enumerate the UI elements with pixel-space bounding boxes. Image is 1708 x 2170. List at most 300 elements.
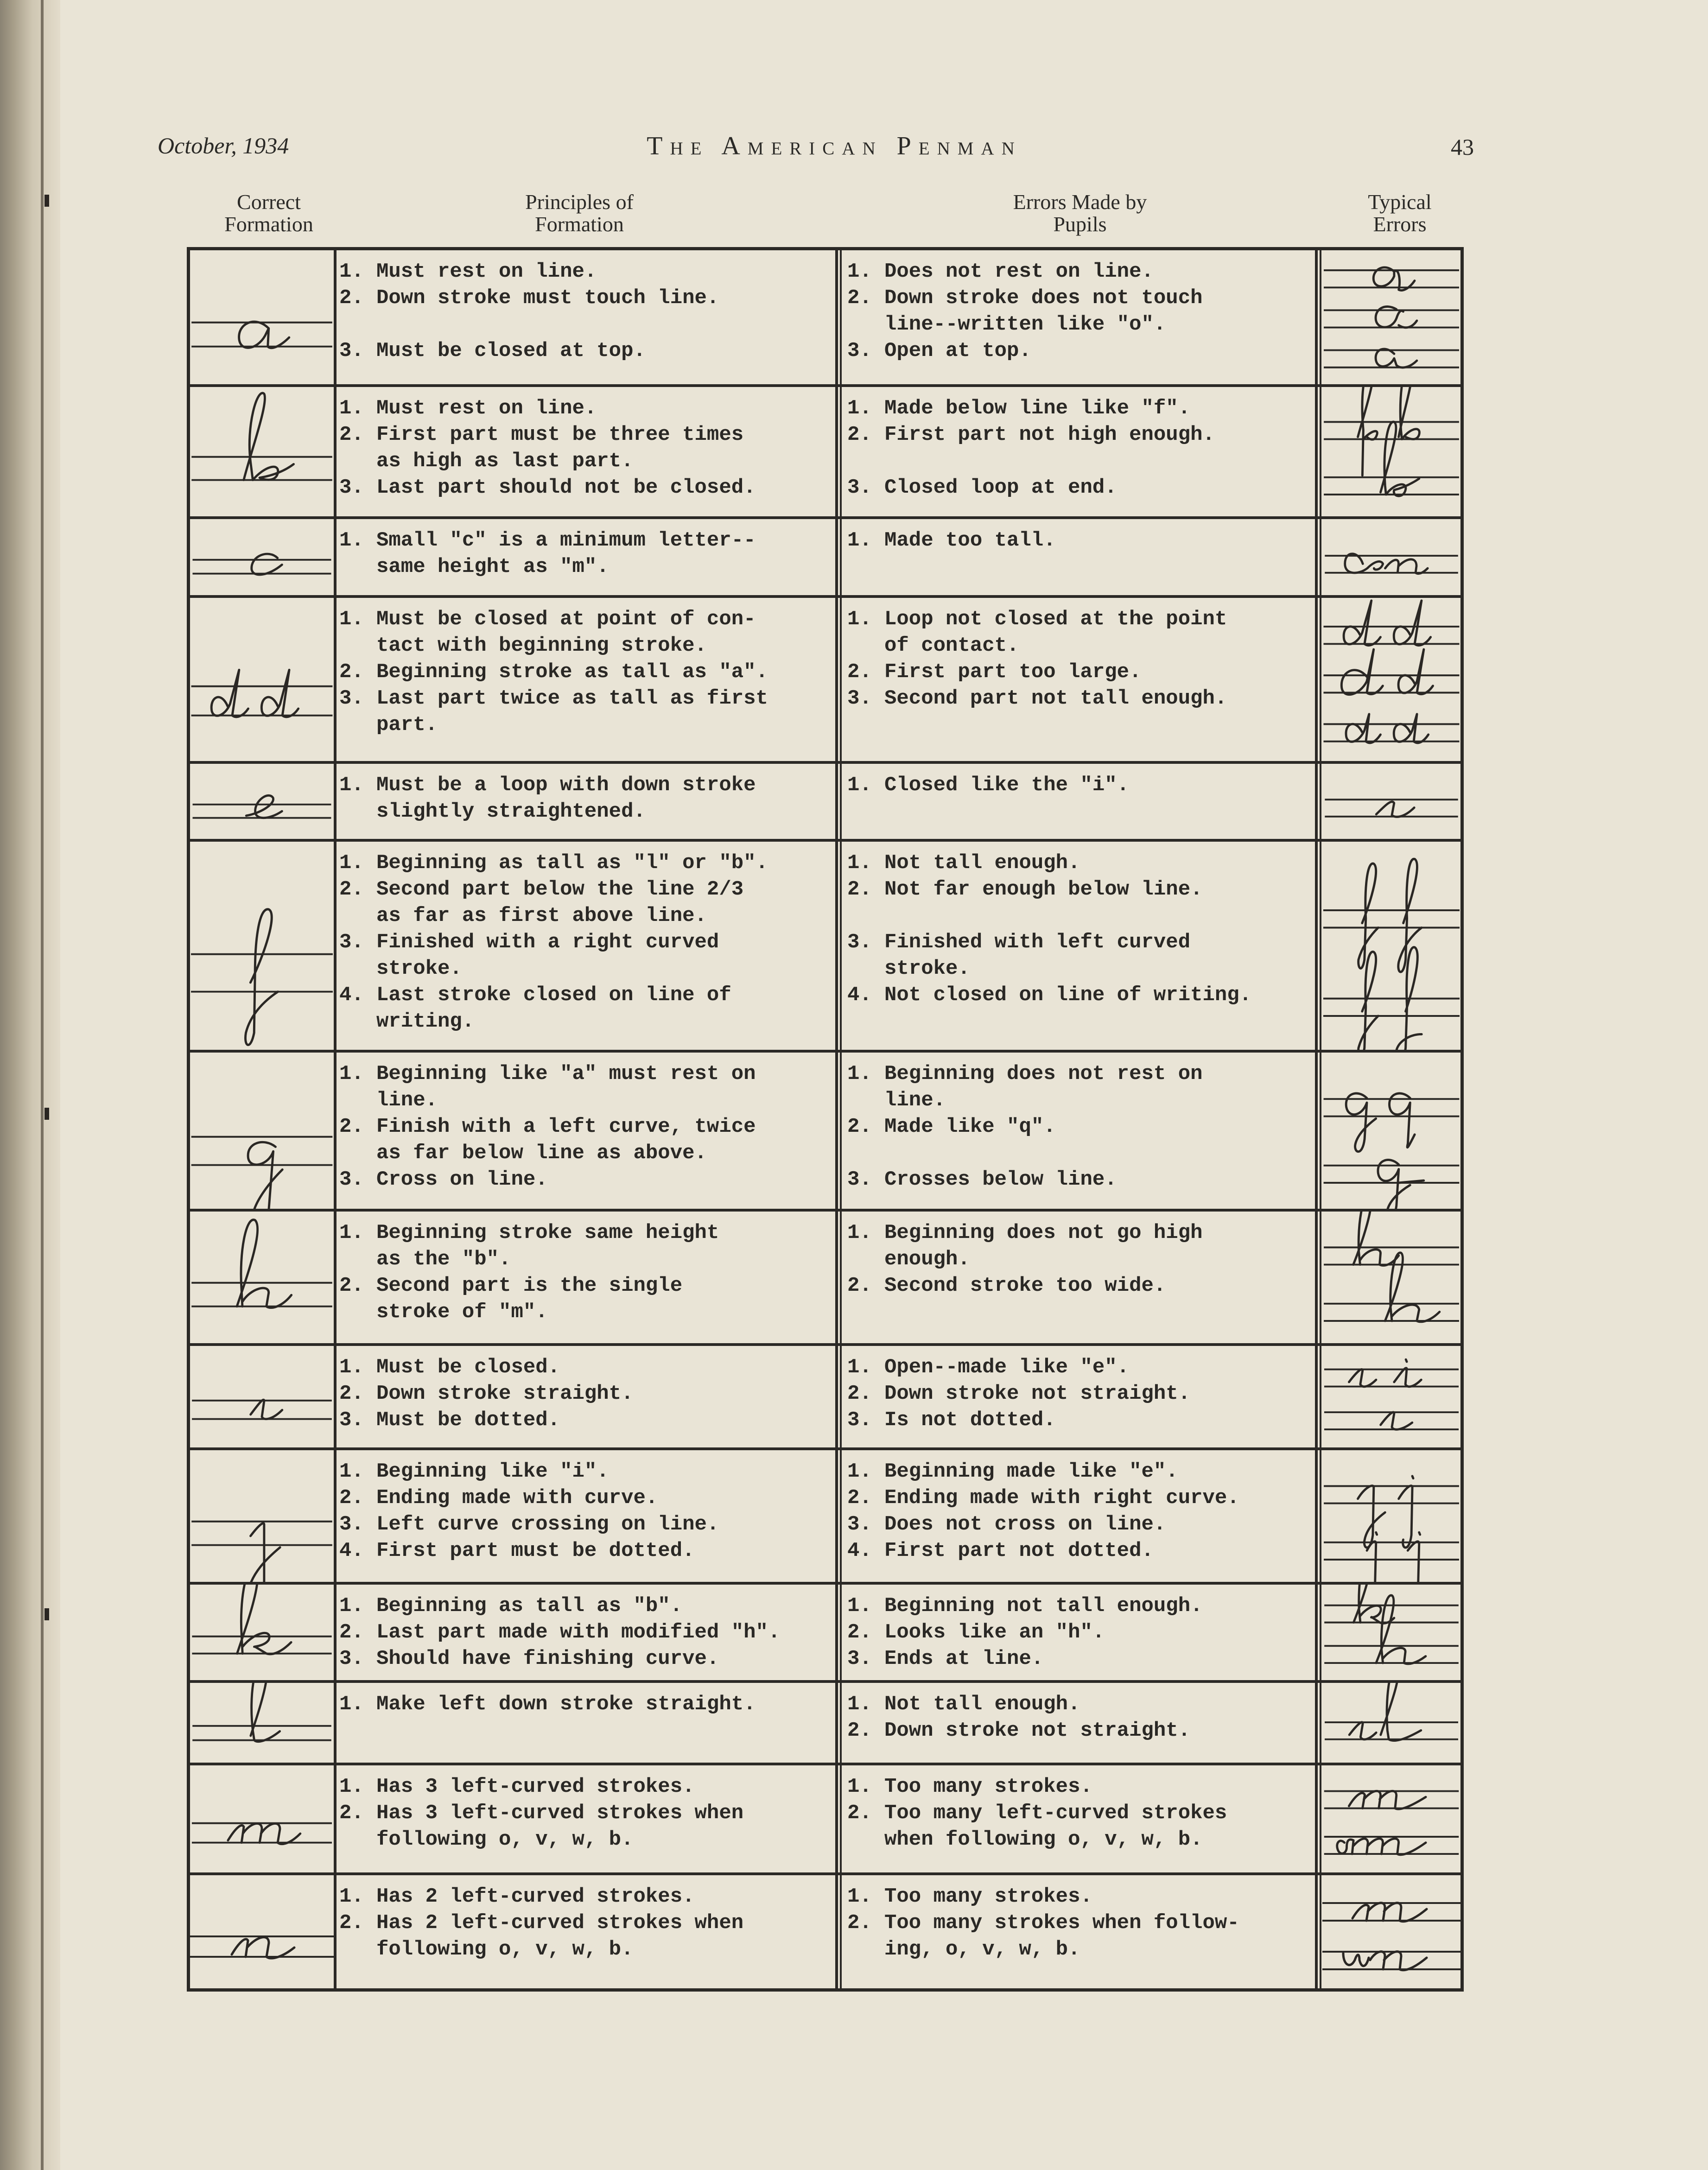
- correct-formation-letter-l: [190, 1683, 334, 1763]
- item-text: First part must be three times: [376, 423, 744, 446]
- errors-cell: [847, 250, 1311, 384]
- item-text: Last part twice as tall as first: [376, 687, 768, 710]
- table-row: [190, 1585, 1460, 1683]
- list-item: [847, 606, 1311, 633]
- correct-formation-letter-g: [190, 1053, 334, 1209]
- typical-error-sample: [1322, 1053, 1460, 1209]
- list-item: [847, 1459, 1311, 1485]
- error-stroke: [1345, 554, 1428, 574]
- item-text: Finish with a left curve, twice: [376, 1115, 756, 1138]
- principles-cell: [339, 1683, 831, 1763]
- list-item: [339, 903, 831, 929]
- errors-cell: [847, 598, 1311, 761]
- item-number: 3.: [339, 687, 364, 710]
- table-row: [190, 1346, 1460, 1450]
- list-item: [339, 633, 831, 659]
- item-text: Open--made like "e".: [884, 1356, 1130, 1379]
- letter-stroke: [237, 1585, 292, 1654]
- error-stroke: [1349, 1683, 1421, 1741]
- item-text: Not far enough below line.: [884, 878, 1203, 901]
- item-text: Last part made with modified "h".: [376, 1621, 781, 1644]
- item-text: Beginning like "i".: [376, 1460, 609, 1483]
- list-item: [847, 982, 1311, 1009]
- list-item: [847, 285, 1311, 311]
- typical-error-sample: [1322, 1683, 1460, 1763]
- item-number: 3.: [339, 1168, 364, 1191]
- item-number: 2.: [339, 1274, 364, 1297]
- script-letter-a: [190, 250, 334, 384]
- list-item: [847, 475, 1311, 501]
- item-text: Beginning does not go high: [884, 1221, 1203, 1244]
- principles-cell: [339, 1212, 831, 1343]
- errors-cell: [847, 519, 1311, 595]
- item-text: Not closed on line of writing.: [884, 983, 1252, 1007]
- principles-cell: [339, 1585, 831, 1680]
- item-number: 2.: [847, 1382, 872, 1405]
- item-text: Beginning like "a" must rest on: [376, 1062, 756, 1085]
- item-number: 1.: [847, 1221, 872, 1244]
- item-number: 3.: [339, 1409, 364, 1432]
- issue-date: October, 1934: [158, 133, 289, 159]
- errors-cell: [847, 1875, 1311, 1989]
- list-item: [339, 982, 831, 1009]
- item-text: as far as first above line.: [376, 904, 707, 927]
- item-text: Is not dotted.: [884, 1409, 1056, 1432]
- item-number: 1.: [847, 1460, 872, 1483]
- item-text: as high as last part.: [376, 450, 634, 473]
- item-text: Second part below the line 2/3: [376, 878, 744, 901]
- item-text: Must rest on line.: [376, 260, 597, 283]
- item-number: 2.: [847, 1274, 872, 1297]
- list-item: [847, 1718, 1311, 1744]
- correct-formation-letter-a: [190, 250, 334, 384]
- item-number: 3.: [847, 687, 872, 710]
- typical-error-sample: [1322, 842, 1460, 1050]
- item-text: as far below line as above.: [376, 1142, 707, 1165]
- item-text: Looks like an "h".: [884, 1621, 1105, 1644]
- item-text: Too many left-curved strokes: [884, 1802, 1227, 1825]
- item-number: 2.: [339, 1382, 364, 1405]
- list-item: [847, 1619, 1311, 1646]
- item-number: 1.: [339, 1221, 364, 1244]
- item-number: 1.: [339, 608, 364, 631]
- errors-cell: [847, 1450, 1311, 1582]
- item-number: 2.: [339, 1621, 364, 1644]
- item-number: 1.: [339, 1885, 364, 1908]
- item-text: Second part not tall enough.: [884, 687, 1227, 710]
- list-item: [339, 1646, 831, 1672]
- list-gap: [847, 903, 1311, 929]
- list-item: [847, 772, 1311, 799]
- correct-formation-letter-f: [190, 842, 334, 1050]
- item-number: 3.: [847, 339, 872, 362]
- script-letter-l: [190, 1683, 334, 1763]
- item-text: Cross on line.: [376, 1168, 548, 1191]
- principles-cell: [339, 1450, 831, 1582]
- item-text: line.: [884, 1089, 946, 1112]
- item-number: 1.: [847, 1775, 872, 1798]
- item-text: Finished with a right curved: [376, 931, 719, 954]
- table-row: [190, 387, 1460, 519]
- item-number: 2.: [847, 1719, 872, 1742]
- list-gap: [339, 311, 831, 338]
- item-number: 3.: [847, 1409, 872, 1432]
- list-item: [847, 338, 1311, 364]
- list-item: [339, 1061, 831, 1087]
- item-number: 2.: [339, 286, 364, 310]
- list-item: [339, 1459, 831, 1485]
- error-stroke: [1353, 1212, 1399, 1265]
- correct-formation-letter-b: [190, 387, 334, 516]
- item-text: Made too tall.: [884, 529, 1056, 552]
- errors-cell: [847, 842, 1311, 1050]
- item-text: Beginning stroke as tall as "a".: [376, 660, 768, 684]
- item-number: 1.: [847, 529, 872, 552]
- item-number: 2.: [847, 1486, 872, 1510]
- list-item: [847, 1884, 1311, 1910]
- letter-stroke: [251, 1683, 280, 1742]
- script-letter-j: [190, 1450, 334, 1582]
- item-number: 1.: [847, 260, 872, 283]
- typical-error-sample: [1322, 1585, 1460, 1680]
- column-header-typical: Typical Errors: [1368, 190, 1432, 236]
- table-row: [190, 1450, 1460, 1585]
- item-number: 2.: [847, 286, 872, 310]
- column-header-correct: Correct Formation: [224, 190, 313, 236]
- item-text: stroke of "m".: [376, 1301, 548, 1324]
- list-item: [847, 633, 1311, 659]
- list-item: [339, 850, 831, 876]
- item-number: 1.: [339, 529, 364, 552]
- item-number: 1.: [339, 1693, 364, 1716]
- list-item: [339, 1114, 831, 1140]
- correct-formation-letter-h: [190, 1212, 334, 1343]
- item-text: Has 2 left-curved strokes.: [376, 1885, 695, 1908]
- column-rule: [1320, 250, 1321, 1988]
- item-text: Beginning not tall enough.: [884, 1594, 1203, 1618]
- item-text: following o, v, w, b.: [376, 1938, 634, 1961]
- typical-errors-i: [1322, 1346, 1460, 1447]
- item-number: 3.: [847, 476, 872, 499]
- item-number: 1.: [339, 774, 364, 797]
- script-letter-k: [190, 1585, 334, 1680]
- item-number: 1.: [339, 1594, 364, 1618]
- item-text: Ends at line.: [884, 1647, 1044, 1670]
- error-stroke: [1349, 1359, 1422, 1387]
- list-item: [847, 1220, 1311, 1246]
- list-item: [339, 1511, 831, 1538]
- script-letter-c: [190, 519, 334, 595]
- item-text: Finished with left curved: [884, 931, 1191, 954]
- column-rule: [835, 250, 838, 1988]
- item-text: Beginning as tall as "l" or "b".: [376, 851, 768, 875]
- table-row: [190, 764, 1460, 842]
- item-text: Does not cross on line.: [884, 1513, 1166, 1536]
- table-row: [190, 250, 1460, 387]
- item-text: Must be dotted.: [376, 1409, 560, 1432]
- item-number: 2.: [847, 1802, 872, 1825]
- item-number: 1.: [339, 397, 364, 420]
- table-row: [190, 598, 1460, 764]
- list-item: [847, 1910, 1311, 1936]
- item-text: Small "c" is a minimum letter--: [376, 529, 756, 552]
- item-number: 1.: [847, 1594, 872, 1618]
- list-item: [847, 1273, 1311, 1299]
- list-item: [847, 1087, 1311, 1114]
- principles-cell: [339, 842, 831, 1050]
- page-number: 43: [1451, 134, 1474, 160]
- table-row: [190, 1683, 1460, 1765]
- list-item: [339, 1140, 831, 1167]
- table-row: [190, 519, 1460, 598]
- item-number: 3.: [339, 931, 364, 954]
- typical-error-sample: [1322, 387, 1460, 516]
- principles-cell: [339, 1346, 831, 1447]
- item-text: Does not rest on line.: [884, 260, 1154, 283]
- list-item: [339, 1354, 831, 1381]
- item-text: Ending made with right curve.: [884, 1486, 1239, 1510]
- column-header-principles: Principles of Formation: [525, 190, 634, 236]
- item-text: Left curve crossing on line.: [376, 1513, 719, 1536]
- item-number: 1.: [847, 1356, 872, 1379]
- list-item: [847, 850, 1311, 876]
- item-text: Has 2 left-curved strokes when: [376, 1911, 744, 1935]
- item-text: Down stroke must touch line.: [376, 286, 719, 310]
- item-text: Must be closed at top.: [376, 339, 646, 362]
- item-text: Made like "q".: [884, 1115, 1056, 1138]
- typical-error-sample: [1322, 764, 1460, 839]
- typical-errors-g: [1322, 1053, 1460, 1209]
- list-item: [847, 527, 1311, 554]
- item-text: Down stroke not straight.: [884, 1719, 1191, 1742]
- list-item: [339, 527, 831, 554]
- item-number: 3.: [339, 476, 364, 499]
- list-item: [339, 1619, 831, 1646]
- letter-stroke: [228, 1823, 300, 1844]
- item-text: Make left down stroke straight.: [376, 1693, 756, 1716]
- list-item: [339, 1407, 831, 1434]
- item-number: 2.: [339, 1115, 364, 1138]
- item-number: 4.: [339, 1539, 364, 1562]
- item-text: Closed loop at end.: [884, 476, 1117, 499]
- error-stroke: [1378, 1160, 1424, 1209]
- item-text: Ending made with curve.: [376, 1486, 658, 1510]
- errors-cell: [847, 1212, 1311, 1343]
- error-stroke: [1352, 1903, 1427, 1922]
- errors-cell: [847, 1346, 1311, 1447]
- letter-stroke: [248, 1523, 280, 1582]
- script-letter-f: [190, 842, 334, 1050]
- item-text: First part not dotted.: [884, 1539, 1154, 1562]
- item-text: Beginning stroke same height: [376, 1221, 719, 1244]
- item-number: 4.: [339, 983, 364, 1007]
- item-number: 2.: [847, 1911, 872, 1935]
- item-number: 2.: [339, 1486, 364, 1510]
- list-item: [339, 259, 831, 285]
- item-number: 2.: [847, 1115, 872, 1138]
- correct-formation-letter-c: [190, 519, 334, 595]
- item-number: 1.: [847, 774, 872, 797]
- errors-cell: [847, 1765, 1311, 1872]
- list-item: [339, 1299, 831, 1326]
- item-text: Last part should not be closed.: [376, 476, 756, 499]
- table-row: [190, 1053, 1460, 1212]
- item-number: 1.: [847, 397, 872, 420]
- list-item: [339, 422, 831, 448]
- item-number: 1.: [339, 1460, 364, 1483]
- letter-stroke: [244, 393, 294, 480]
- item-number: 4.: [847, 983, 872, 1007]
- list-item: [847, 1800, 1311, 1827]
- error-stroke: [1337, 1839, 1426, 1855]
- item-number: 2.: [847, 1621, 872, 1644]
- typical-errors-n: [1322, 1875, 1460, 1989]
- error-stroke: [1359, 859, 1422, 972]
- typical-errors-m: [1322, 1765, 1460, 1872]
- principles-cell: [339, 1053, 831, 1209]
- binding-mark: [44, 195, 49, 207]
- item-text: ing, o, v, w, b.: [884, 1938, 1080, 1961]
- correct-formation-letter-i: [190, 1346, 334, 1447]
- error-stroke: [1381, 1412, 1412, 1429]
- binding-mark: [44, 1108, 49, 1120]
- principles-cell: [339, 1765, 831, 1872]
- letter-stroke: [248, 1142, 282, 1209]
- item-text: Too many strokes when follow-: [884, 1911, 1239, 1935]
- script-letter-g: [190, 1053, 334, 1209]
- principles-cell: [339, 764, 831, 839]
- list-item: [339, 1884, 831, 1910]
- error-stroke: [1344, 601, 1430, 646]
- item-number: 2.: [847, 878, 872, 901]
- item-text: Too many strokes.: [884, 1885, 1092, 1908]
- typical-error-sample: [1322, 1765, 1460, 1872]
- item-text: Down stroke straight.: [376, 1382, 634, 1405]
- list-item: [339, 876, 831, 903]
- list-item: [339, 929, 831, 956]
- list-item: [847, 1381, 1311, 1407]
- item-number: 2.: [339, 878, 364, 901]
- item-text: Made below line like "f".: [884, 397, 1191, 420]
- list-item: [339, 606, 831, 633]
- script-letter-h: [190, 1212, 334, 1343]
- item-text: writing.: [376, 1010, 475, 1033]
- item-text: Second stroke too wide.: [884, 1274, 1166, 1297]
- script-letter-e: [190, 764, 334, 839]
- letter-stroke: [211, 670, 298, 717]
- correct-formation-letter-m: [190, 1765, 334, 1872]
- typical-error-sample: [1322, 1212, 1460, 1343]
- list-item: [339, 1087, 831, 1114]
- letter-stroke: [239, 322, 289, 348]
- list-item: [339, 772, 831, 799]
- list-item: [847, 1691, 1311, 1718]
- error-stroke: [1343, 1952, 1427, 1970]
- letter-stroke: [251, 1400, 282, 1419]
- item-text: Must be a loop with down stroke: [376, 774, 756, 797]
- item-number: 3.: [847, 1513, 872, 1536]
- list-item: [339, 1009, 831, 1035]
- typical-error-sample: [1322, 1346, 1460, 1447]
- item-text: Must be closed at point of con-: [376, 608, 756, 631]
- list-item: [339, 554, 831, 580]
- item-text: Loop not closed at the point: [884, 608, 1227, 631]
- list-item: [847, 1354, 1311, 1381]
- column-rule: [840, 250, 842, 1988]
- item-text: Closed like the "i".: [884, 774, 1130, 797]
- item-text: Beginning as tall as "b".: [376, 1594, 683, 1618]
- column-header-errors: Errors Made by Pupils: [1013, 190, 1147, 236]
- error-stroke: [1346, 1093, 1415, 1152]
- list-item: [339, 659, 831, 685]
- item-text: as the "b".: [376, 1248, 511, 1271]
- errors-cell: [847, 1585, 1311, 1680]
- list-item: [847, 259, 1311, 285]
- item-number: 1.: [847, 1885, 872, 1908]
- typical-errors-l: [1322, 1683, 1460, 1763]
- letter-stroke: [245, 909, 278, 1045]
- item-number: 3.: [847, 931, 872, 954]
- list-item: [847, 1646, 1311, 1672]
- typical-error-sample: [1322, 519, 1460, 595]
- list-item: [339, 1827, 831, 1853]
- list-item: [847, 876, 1311, 903]
- typical-error-sample: [1322, 1450, 1460, 1582]
- list-item: [339, 285, 831, 311]
- item-number: 1.: [339, 851, 364, 875]
- typical-errors-b: [1322, 387, 1460, 516]
- list-item: [339, 1167, 831, 1193]
- table-row: [190, 842, 1460, 1053]
- item-text: Must be closed.: [376, 1356, 560, 1379]
- typical-error-sample: [1322, 598, 1460, 761]
- item-text: part.: [376, 713, 438, 736]
- letter-stroke: [232, 1937, 294, 1958]
- column-rule: [1315, 250, 1318, 1988]
- item-text: First part not high enough.: [884, 423, 1215, 446]
- item-number: 1.: [847, 1062, 872, 1085]
- list-item: [847, 1167, 1311, 1193]
- script-letter-i: [190, 1346, 334, 1447]
- correct-formation-letter-d: [190, 598, 334, 761]
- list-item: [339, 448, 831, 475]
- script-letter-d: [190, 598, 334, 761]
- item-text: Second part is the single: [376, 1274, 683, 1297]
- error-stroke: [1376, 802, 1414, 817]
- item-number: 1.: [847, 1693, 872, 1716]
- item-text: Beginning made like "e".: [884, 1460, 1178, 1483]
- binding-gutter: [0, 0, 60, 2170]
- list-item: [339, 799, 831, 825]
- error-stroke: [1349, 1791, 1426, 1809]
- list-item: [847, 1827, 1311, 1853]
- list-item: [847, 659, 1311, 685]
- list-item: [339, 1774, 831, 1800]
- list-item: [847, 1114, 1311, 1140]
- list-item: [339, 1936, 831, 1963]
- typical-error-sample: [1322, 250, 1460, 384]
- item-text: Not tall enough.: [884, 1693, 1080, 1716]
- list-item: [339, 1691, 831, 1718]
- item-number: 2.: [847, 660, 872, 684]
- item-number: 1.: [847, 851, 872, 875]
- typical-errors-d: [1322, 598, 1460, 761]
- list-item: [339, 395, 831, 422]
- list-item: [847, 1511, 1311, 1538]
- error-stroke: [1346, 714, 1429, 743]
- script-letter-n: [190, 1875, 334, 1989]
- list-item: [339, 685, 831, 712]
